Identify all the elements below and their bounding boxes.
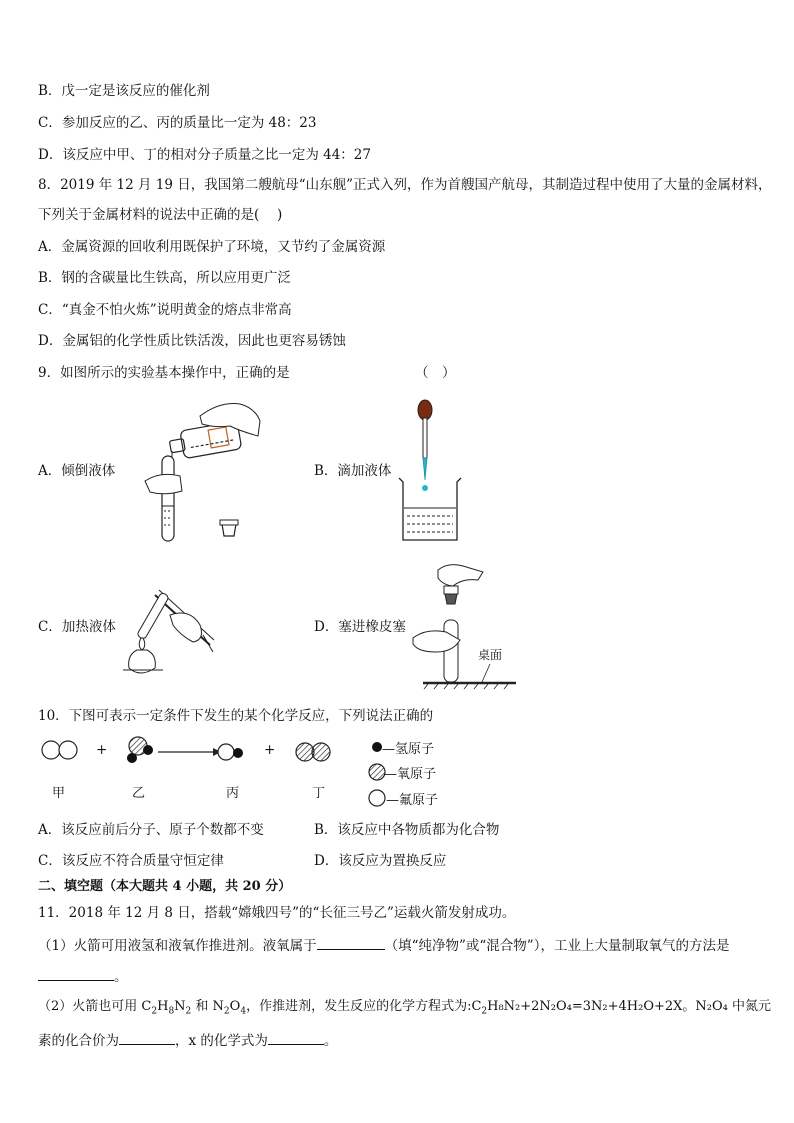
answer-blank-4[interactable] xyxy=(268,1030,324,1045)
q11-part2-line2 xyxy=(38,1030,337,1050)
section-title: 二、填空题（本大题共 4 小题，共 20 分） xyxy=(38,879,292,894)
q11-part1-line1 xyxy=(38,935,729,955)
subscript: 2 xyxy=(223,1006,230,1017)
subscript: 2 xyxy=(151,1006,158,1017)
q8-option-b: B．钢的含碳量比生铁高，所以应用更广泛 xyxy=(38,270,291,286)
heating-liquid-figure xyxy=(115,580,220,680)
q8-stem-line1: 8．2019 年 12 月 19 日，我国第二艘航母“山东舰”正式入列，作为首艘国产航母，其制造过程中使用了大量的金属材料， xyxy=(38,177,772,193)
q8-option-a: A．金属资源的回收利用既保护了环境，又节约了金属资源 xyxy=(38,239,386,255)
q8-option-c: C．“真金不怕火炼”说明黄金的熔点非常高 xyxy=(38,302,292,318)
answer-blank-2[interactable] xyxy=(38,966,114,981)
q11-part1-text-b: （填“纯净物”或“混合物”），工业上大量制取氧气的方法是 xyxy=(384,938,730,954)
q11-stem: 11．2018 年 12 月 8 日，搭载“嫦娥四号”的“长征三号乙”运载火箭发射成功。 xyxy=(38,905,516,921)
plus-sign-1: + xyxy=(96,742,108,758)
q11-part2-text-f: ，作推进剂，发生反应的化学方程式为:C xyxy=(246,999,482,1014)
q7-option-d: D．该反应中甲、丁的相对分子质量之比一定为 44：27 xyxy=(38,147,371,163)
label-bing: 丙 xyxy=(226,786,240,801)
pouring-liquid-figure xyxy=(140,396,270,546)
molecule-yi xyxy=(127,737,153,763)
q10-option-b: B．该反应中各物质都为化合物 xyxy=(314,822,500,838)
molecule-ding xyxy=(296,743,330,761)
label-jia: 甲 xyxy=(52,786,66,801)
q9-option-a: A．倾倒液体 xyxy=(38,463,116,479)
q11-part2-text-c: N xyxy=(174,999,186,1014)
q11-part1-text-c: 。 xyxy=(114,969,128,985)
legend-oxygen: —氧原子 xyxy=(384,767,437,782)
molecule-bing xyxy=(218,744,243,760)
q9-option-d: D．塞进橡皮塞 xyxy=(314,619,406,635)
desk-label: 桌面 xyxy=(478,648,503,662)
q9-option-b: B．滴加液体 xyxy=(314,463,392,479)
legend-hydrogen: —氢原子 xyxy=(382,742,435,757)
subscript: 8 xyxy=(168,1006,175,1017)
subscript: 4 xyxy=(240,1006,247,1017)
subscript: 2 xyxy=(481,1006,488,1017)
q11-part2-equation: H₈N₂+2N₂O₄=3N₂+4H₂O+2X。N₂O₄ 中氮元 xyxy=(487,999,772,1014)
q11-part1-line2 xyxy=(38,966,128,986)
q11-part2-text-i: 。 xyxy=(323,1033,338,1049)
hydrogen-atom-symbol xyxy=(372,742,382,752)
q8-option-d: D．金属铝的化学性质比铁活泼，因此也更容易锈蚀 xyxy=(38,333,346,349)
reaction-diagram xyxy=(38,732,378,772)
q10-stem: 10．下图可表示一定条件下发生的某个化学反应，下列说法正确的 xyxy=(38,708,434,724)
dropping-liquid-figure xyxy=(395,398,465,546)
q11-part2-text-a: （2）火箭也可用 C xyxy=(38,999,152,1014)
q10-option-d: D．该反应为置换反应 xyxy=(314,853,447,869)
fluorine-atom-symbol xyxy=(369,790,385,806)
oxygen-atom-symbol xyxy=(369,764,385,780)
q11-part2-text-g: 素的化合价为 xyxy=(38,1033,119,1049)
q11-part2-text-h: ，x 的化学式为 xyxy=(175,1033,268,1049)
q9-answer-paren: （ ） xyxy=(415,365,456,381)
q11-part2-line1 xyxy=(38,998,771,1021)
answer-blank-1[interactable] xyxy=(317,935,385,950)
label-yi: 乙 xyxy=(132,786,146,801)
q11-part2-text-d: 和 N xyxy=(191,999,224,1014)
q9-option-c: C．加热液体 xyxy=(38,619,116,635)
inserting-stopper-figure xyxy=(408,560,518,690)
answer-blank-3[interactable] xyxy=(119,1030,175,1045)
label-ding: 丁 xyxy=(312,786,326,801)
q7-option-c: C．参加反应的乙、丙的质量比一定为 48：23 xyxy=(38,115,317,131)
legend-fluorine: —氟原子 xyxy=(386,793,439,808)
q9-stem: 9．如图所示的实验基本操作中，正确的是 xyxy=(38,365,290,381)
q11-part2-text-e: O xyxy=(229,999,241,1014)
molecule-jia xyxy=(42,741,77,759)
q10-option-a: A．该反应前后分子、原子个数都不变 xyxy=(38,822,264,838)
q8-stem-line2: 下列关于金属材料的说法中正确的是( ) xyxy=(38,207,283,223)
q7-option-b: B．戊一定是该反应的催化剂 xyxy=(38,83,210,99)
q11-part1-text-a: （1）火箭可用液氢和液氧作推进剂。液氧属于 xyxy=(38,938,317,954)
q10-option-c: C．该反应不符合质量守恒定律 xyxy=(38,853,224,869)
subscript: 2 xyxy=(185,1006,192,1017)
q11-part2-text-b: H xyxy=(157,999,169,1014)
plus-sign-2: + xyxy=(264,742,276,758)
